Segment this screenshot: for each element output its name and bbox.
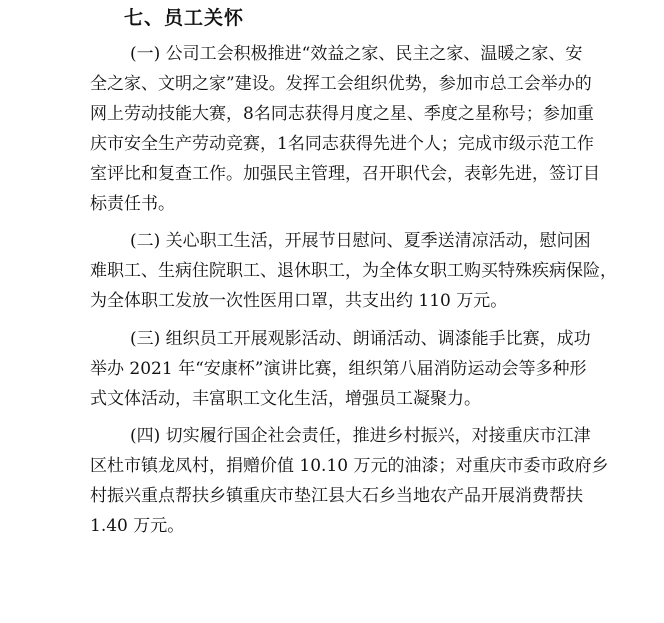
text-line: 为全体职工发放一次性医用口罩，共支出约 110 万元。 <box>90 291 508 311</box>
text-line: (三) 组织员工开展观影活动、朗诵活动、调漆能手比赛，成功 <box>130 329 591 349</box>
text-line: 1.40 万元。 <box>90 516 185 536</box>
text-line: 全之家、文明之家”建设。发挥工会组织优势，参加市总工会举办的 <box>90 74 592 94</box>
text-line: 室评比和复查工作。加强民主管理，召开职代会，表彰先进，签订目 <box>90 164 600 184</box>
text-line: 区杜市镇龙凤村，捐赠价值 10.10 万元的油漆；对重庆市委市政府乡 <box>90 456 609 476</box>
section-title: 七、员工关怀 <box>124 7 245 29</box>
text-line: 网上劳动技能大赛，8名同志获得月度之星、季度之星称号；参加重 <box>90 104 594 124</box>
text-line: (二) 关心职工生活，开展节日慰问、夏季送清凉活动，慰问困 <box>130 231 591 251</box>
text-line: (四) 切实履行国企社会责任，推进乡村振兴，对接重庆市江津 <box>130 426 591 446</box>
text-line: 庆市安全生产劳动竞赛，1名同志获得先进个人；完成市级示范工作 <box>90 134 594 154</box>
text-line: 举办 2021 年“安康杯”演讲比赛，组织第八届消防运动会等多种形 <box>90 359 587 379</box>
text-line: 标责任书。 <box>90 194 175 214</box>
text-line: (一) 公司工会积极推进“效益之家、民主之家、温暖之家、安 <box>130 44 583 64</box>
text-line: 村振兴重点帮扶乡镇重庆市垫江县大石乡当地农产品开展消费帮扶 <box>90 486 583 506</box>
text-line: 式文体活动，丰富职工文化生活，增强员工凝聚力。 <box>90 389 481 409</box>
text-line: 难职工、生病住院职工、退休职工，为全体女职工购买特殊疾病保险， <box>90 261 617 281</box>
